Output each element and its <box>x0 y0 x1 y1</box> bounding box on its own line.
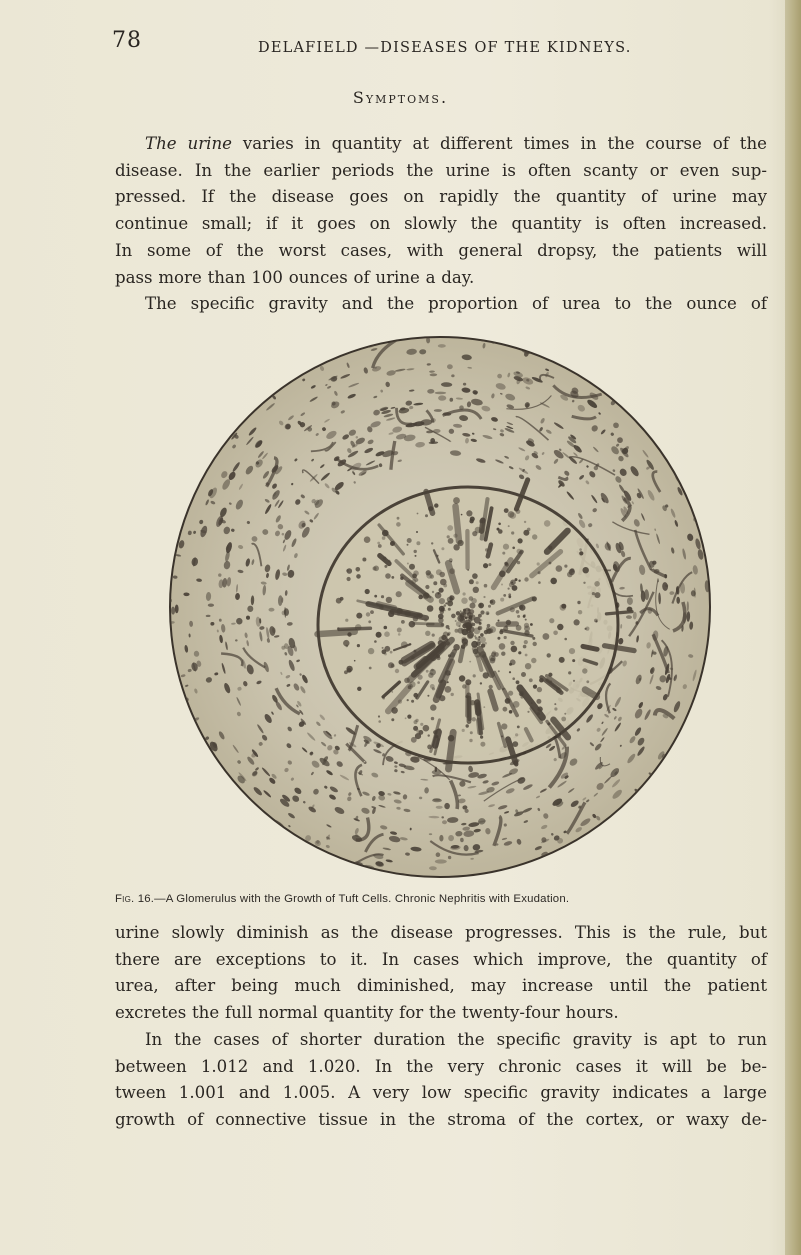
text-line: continue small; if it goes on slowly the quantity is often increased. <box>115 214 767 234</box>
body-text-top <box>115 131 767 318</box>
text-line: In the cases of shorter duration the specific gravity is apt to run <box>145 1029 767 1049</box>
text-line: pressed. If the disease goes on rapidly the quantity of urine may <box>115 187 767 207</box>
text-line <box>115 131 767 158</box>
text-line: disease. In the earlier periods the urine is often scanty or even sup- <box>115 160 767 180</box>
text-line: excretes the full normal quantity for the twenty-four hours. <box>115 1003 619 1023</box>
section-title: Symptoms. <box>352 88 449 107</box>
text-line: growth of connective tissue in the stroma of the cortex, or waxy de- <box>115 1109 767 1129</box>
caption-text: —A Glomerulus with the Growth of Tuft Cells. Chronic Nephritis with Exudation. <box>154 893 570 905</box>
text-line: urea, after being much diminished, may increase until the patient <box>115 976 767 996</box>
glomerulus-illustration <box>168 333 712 881</box>
figure-label: Fig. 16. <box>115 893 155 905</box>
text-span: varies in quantity at different times in the course of the <box>231 134 767 153</box>
page-number: 78 <box>112 28 142 53</box>
text-line: In some of the worst cases, with general dropsy, the patients will <box>115 240 767 260</box>
text-line: between 1.012 and 1.020. In the very chronic cases it will be be- <box>115 1056 767 1076</box>
text-line: there are exceptions to it. In cases which improve, the quantity of <box>115 949 767 969</box>
running-head: DELAFIELD —DISEASES OF THE KIDNEYS. <box>258 40 632 56</box>
text-line: urine slowly diminish as the disease progresses. This is the rule, but <box>115 923 767 942</box>
text-line: tween 1.001 and 1.005. A very low specific gravity indicates a large <box>115 1083 767 1103</box>
body-text-bottom <box>115 920 767 1134</box>
italic-lead: The urine <box>145 134 232 153</box>
text-line: The specific gravity and the proportion of urea to the ounce of <box>145 294 767 314</box>
text-line: pass more than 100 ounces of urine a day. <box>115 267 475 287</box>
page-edge <box>785 0 801 1255</box>
figure-caption <box>115 893 775 905</box>
